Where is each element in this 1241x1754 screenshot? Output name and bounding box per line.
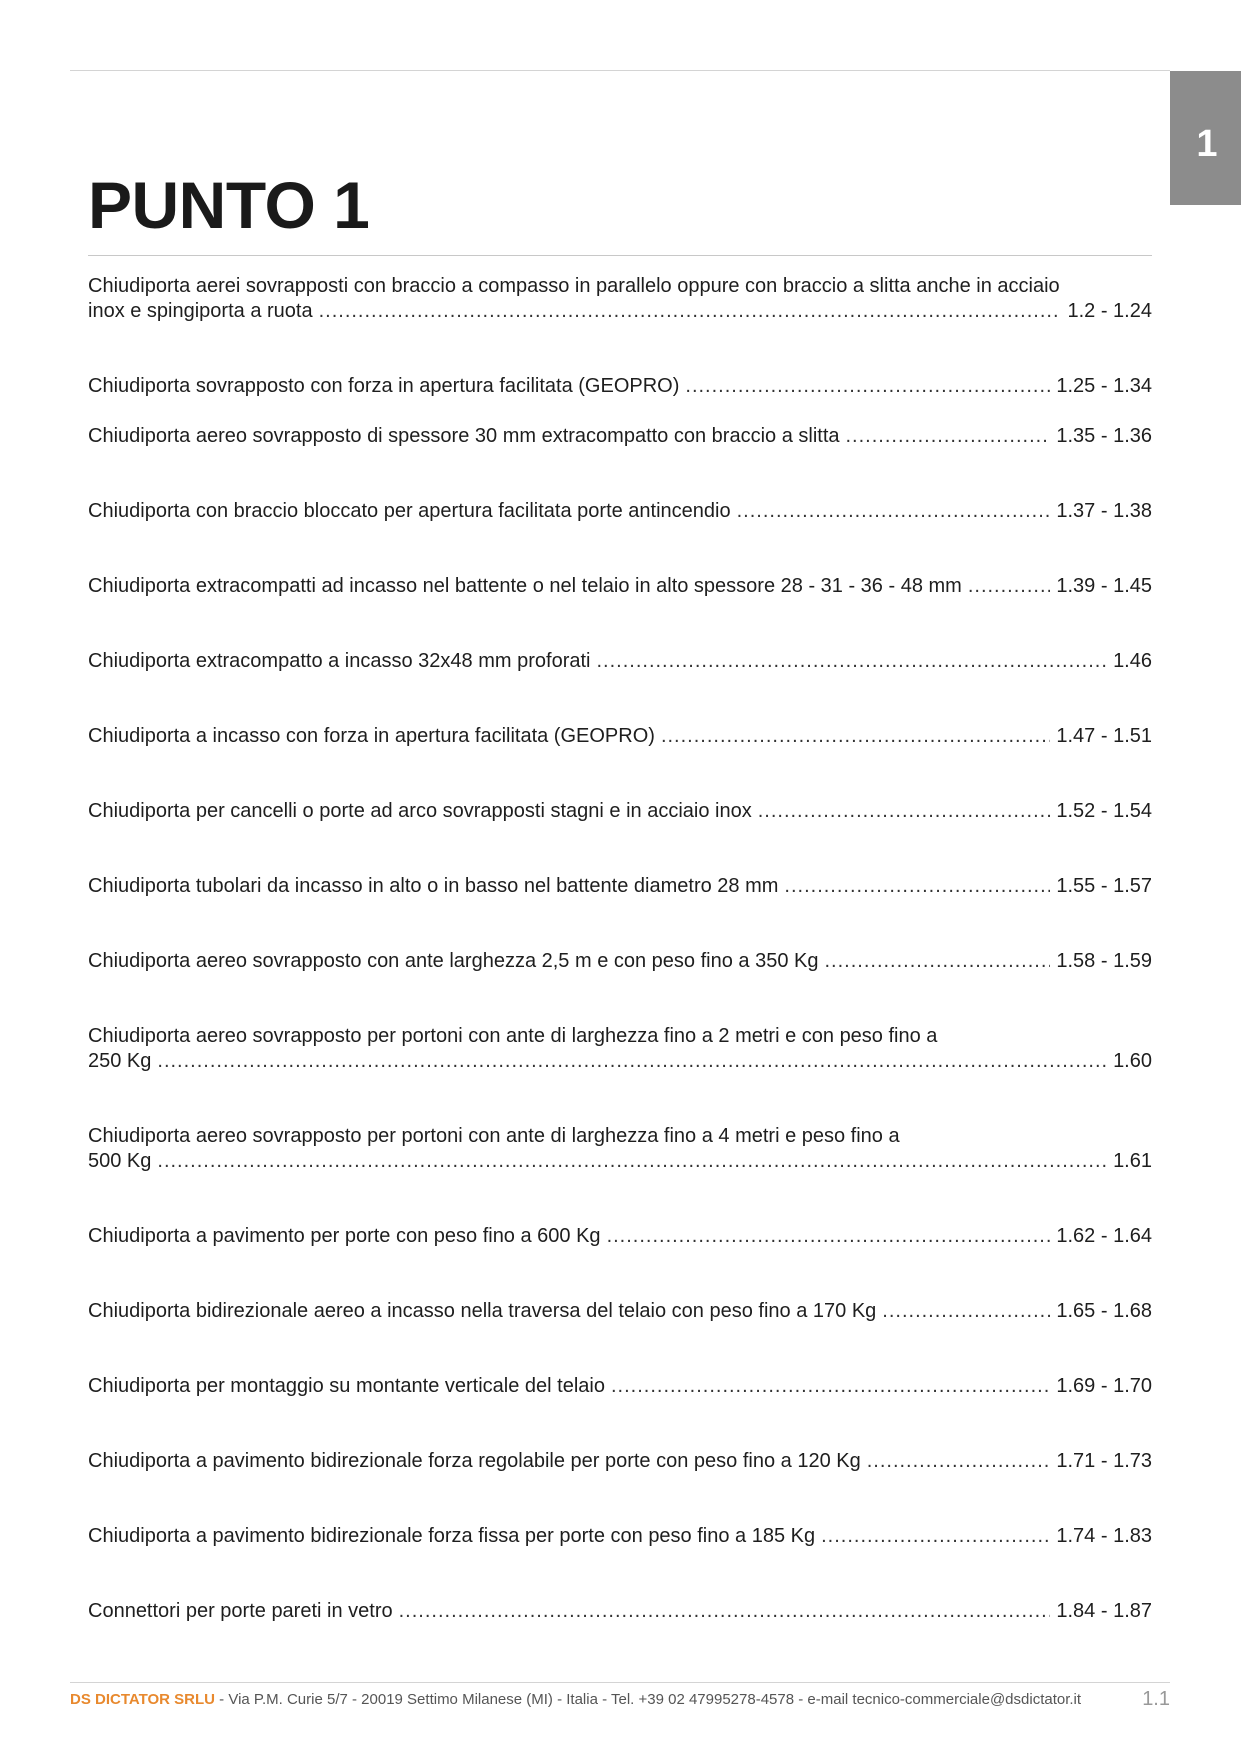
toc-entry-text: Chiudiporta a pavimento per porte con peso fino a 600 Kg: [88, 1225, 601, 1247]
toc-entry[interactable]: [88, 274, 1152, 324]
toc-leader-dots: [157, 1049, 1107, 1074]
toc-entry[interactable]: [88, 1449, 1152, 1474]
toc-entry-text: Chiudiporta a pavimento bidirezionale forza fissa per porte con peso fino a 185 Kg: [88, 1525, 816, 1547]
toc-entry-text-line1: Chiudiporta aereo sovrapposto per portoni con ante di larghezza fino a 2 metri e con peso fino a: [88, 1025, 938, 1047]
toc-entry-pages: 1.60: [1113, 1050, 1152, 1072]
chapter-tab: 1: [1170, 71, 1241, 205]
toc-entry-text: Chiudiporta tubolari da incasso in alto o in basso nel battente diametro 28 mm: [88, 875, 779, 897]
toc-leader-dots: [968, 574, 1051, 599]
toc-entry-pages: 1.47 - 1.51: [1056, 725, 1152, 747]
footer-brand: DS DICTATOR SRLU: [70, 1691, 215, 1708]
toc-entry-pages: 1.58 - 1.59: [1056, 950, 1152, 972]
toc-entry-text: Chiudiporta a incasso con forza in apertura facilitata (GEOPRO): [88, 725, 655, 747]
toc-entry-text: Chiudiporta bidirezionale aereo a incasso nella traversa del telaio con peso fino a 170 Kg: [88, 1300, 877, 1322]
page-title: PUNTO 1: [88, 168, 370, 242]
toc-entry-pages: 1.52 - 1.54: [1056, 800, 1152, 822]
toc-entry-text: Chiudiporta sovrapposto con forza in apertura facilitata (GEOPRO): [88, 375, 680, 397]
toc-entry-pages: 1.62 - 1.64: [1056, 1225, 1152, 1247]
toc-entry-pages: 1.2 - 1.24: [1067, 300, 1152, 322]
toc-entry-pages: 1.46: [1113, 650, 1152, 672]
toc-entry-pages: 1.84 - 1.87: [1056, 1600, 1152, 1622]
toc-entry-text: Chiudiporta per cancelli o porte ad arco sovrapposti stagni e in acciaio inox: [88, 800, 752, 822]
toc-entry-pages: 1.61: [1113, 1150, 1152, 1172]
toc-entry[interactable]: [88, 1224, 1152, 1249]
footer-rule: [70, 1682, 1170, 1683]
toc-entry-text: 500 Kg: [88, 1150, 152, 1172]
toc-entry-pages: 1.35 - 1.36: [1056, 425, 1152, 447]
toc-entry[interactable]: [88, 424, 1152, 449]
footer: [70, 1688, 1170, 1710]
footer-page-number: 1.1: [1142, 1688, 1170, 1710]
toc-entry-pages: 1.39 - 1.45: [1056, 575, 1152, 597]
toc-leader-dots: [661, 724, 1050, 749]
toc-entry-pages: 1.65 - 1.68: [1056, 1300, 1152, 1322]
toc-leader-dots: [882, 1299, 1050, 1324]
toc-entry-pages: 1.71 - 1.73: [1056, 1450, 1152, 1472]
toc-leader-dots: [319, 299, 1062, 324]
toc-entry[interactable]: [88, 1524, 1152, 1549]
toc-leader-dots: [821, 1524, 1050, 1549]
toc-leader-dots: [824, 949, 1050, 974]
toc-entry[interactable]: [88, 724, 1152, 749]
title-rule: [88, 255, 1152, 256]
toc-leader-dots: [758, 799, 1051, 824]
top-rule: [70, 70, 1170, 71]
toc-entry-text: 250 Kg: [88, 1050, 152, 1072]
toc-entry[interactable]: [88, 1024, 1152, 1074]
toc-leader-dots: [737, 499, 1051, 524]
toc-entry-pages: 1.37 - 1.38: [1056, 500, 1152, 522]
toc-entry[interactable]: [88, 1599, 1152, 1624]
toc-leader-dots: [784, 874, 1050, 899]
toc-leader-dots: [157, 1149, 1107, 1174]
toc-leader-dots: [846, 424, 1051, 449]
toc-entry-pages: 1.25 - 1.34: [1056, 375, 1152, 397]
toc-leader-dots: [611, 1374, 1050, 1399]
toc-entry[interactable]: [88, 949, 1152, 974]
toc-entry-text: Chiudiporta per montaggio su montante verticale del telaio: [88, 1375, 605, 1397]
toc-entry[interactable]: [88, 1374, 1152, 1399]
toc-entry-text: Connettori per porte pareti in vetro: [88, 1600, 393, 1622]
toc-entry[interactable]: [88, 799, 1152, 824]
toc-entry-text: Chiudiporta aereo sovrapposto di spessore 30 mm extracompatto con braccio a slitta: [88, 425, 840, 447]
toc-entry-pages: 1.69 - 1.70: [1056, 1375, 1152, 1397]
toc-entry-pages: 1.55 - 1.57: [1056, 875, 1152, 897]
toc-entry[interactable]: [88, 374, 1152, 399]
toc-entry-text: Chiudiporta extracompatti ad incasso nel battente o nel telaio in alto spessore 28 - 31 - 36 - 48 mm: [88, 575, 962, 597]
toc-leader-dots: [399, 1599, 1051, 1624]
toc-entry[interactable]: [88, 874, 1152, 899]
toc-leader-dots: [596, 649, 1107, 674]
toc-leader-dots: [607, 1224, 1051, 1249]
toc-entry[interactable]: [88, 499, 1152, 524]
toc-leader-dots: [867, 1449, 1051, 1474]
toc-entry-text-line1: Chiudiporta aerei sovrapposti con braccio a compasso in parallelo oppure con braccio a slitta anche in acciaio: [88, 275, 1060, 297]
toc-entry-text-line1: Chiudiporta aereo sovrapposto per portoni con ante di larghezza fino a 4 metri e peso fino a: [88, 1125, 900, 1147]
footer-address: - Via P.M. Curie 5/7 - 20019 Settimo Milanese (MI) - Italia - Tel. +39 02 47995278-4578 - e-mail tecnico-commerciale@dsdictator.it: [215, 1691, 1082, 1708]
toc-entry-text: inox e spingiporta a ruota: [88, 300, 313, 322]
toc-entry-text: Chiudiporta con braccio bloccato per apertura facilitata porte antincendio: [88, 500, 731, 522]
toc-leader-dots: [685, 374, 1050, 399]
toc-entry-pages: 1.74 - 1.83: [1056, 1525, 1152, 1547]
toc-entry[interactable]: [88, 649, 1152, 674]
toc-entry-text: Chiudiporta aereo sovrapposto con ante larghezza 2,5 m e con peso fino a 350 Kg: [88, 950, 819, 972]
toc-entry-text: Chiudiporta extracompatto a incasso 32x48 mm proforati: [88, 650, 591, 672]
toc-entry-text: Chiudiporta a pavimento bidirezionale forza regolabile per porte con peso fino a 120 Kg: [88, 1450, 861, 1472]
toc-entry[interactable]: [88, 1299, 1152, 1324]
toc-entry[interactable]: [88, 1124, 1152, 1174]
toc-entry[interactable]: [88, 574, 1152, 599]
